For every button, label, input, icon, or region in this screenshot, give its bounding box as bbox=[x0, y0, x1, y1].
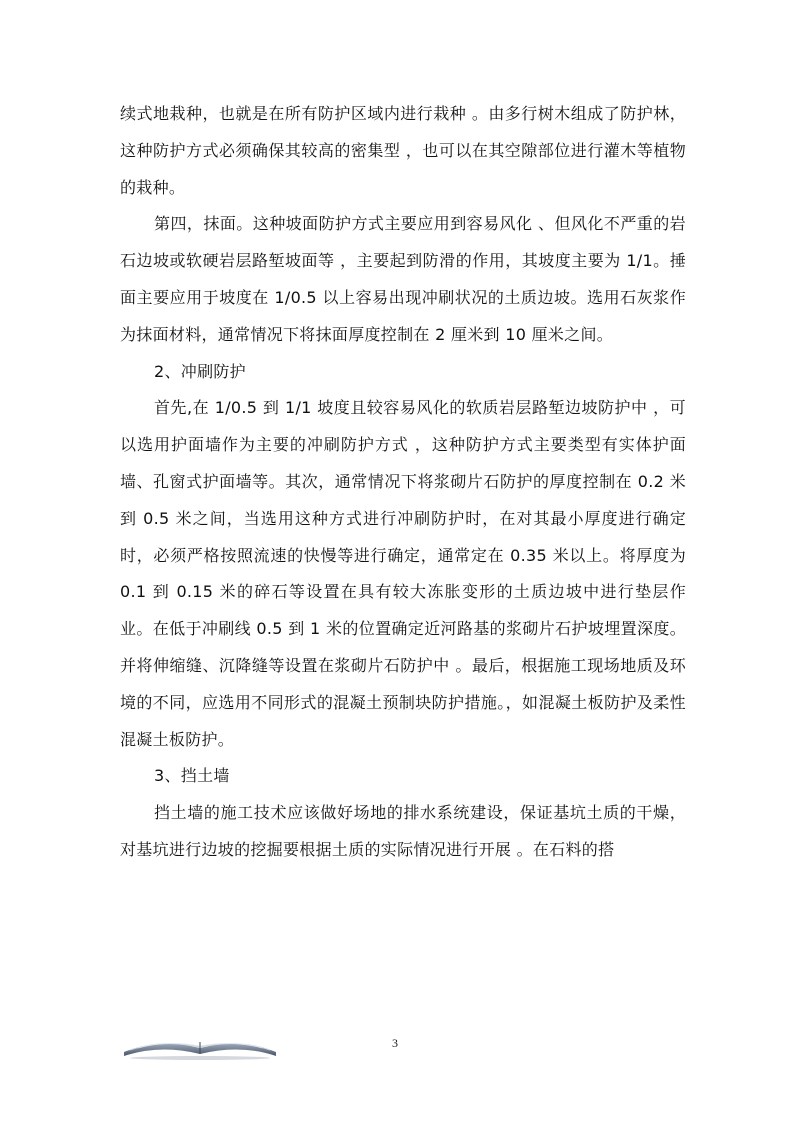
paragraph-retaining-wall: 挡土墙的施工技术应该做好场地的排水系统建设，保证基坑土质的干燥，对基坑进行边坡的挖掘要根据土质的实际情况进行开展 。在石料的搭 bbox=[120, 803, 686, 859]
section-heading-retaining-wall: 3、挡土墙 bbox=[154, 766, 230, 786]
paragraph-continuation: 续式地栽种，也就是在所有防护区域内进行栽种 。由多行树木组成了防护林，这种防护方式必须确保其较高的密集型 ，也可以在其空隙部位进行灌木等植物的栽种。 bbox=[120, 104, 686, 197]
section-heading-scour-protection: 2、冲刷防护 bbox=[154, 361, 246, 381]
paragraph-plastering: 第四，抹面。这种坡面防护方式主要应用到容易风化 、但风化不严重的岩石边坡或软硬岩层路堑坡面等 ，主要起到防滑的作用，其坡度主要为 1/1。捶面主要应用于坡度在 1/0.5 以上容易出现冲刷状况的土质边坡。选用石灰浆作为抹面材料，通常情况下将抹面厚度控制在 2 厘米到 10 厘米之间。 bbox=[120, 214, 686, 344]
open-book-icon bbox=[120, 1030, 280, 1060]
paragraph-scour-protection: 首先,在 1/0.5 到 1/1 坡度且较容易风化的软质岩层路堑边坡防护中 ，可以选用护面墙作为主要的冲刷防护方式 ，这种防护方式主要类型有实体护面墙、孔窗式护面墙等。其次，通常情况下将浆砌片石防护的厚度控制在 0.2 米到 0.5 米之间，当选用这种方式进行冲刷防护时，在对其最小厚度进行确定时，必须严格按照流速的快慢等进行确定，通常定在 0.35 米以上。将厚度为 0.1 到 0.15 米的碎石等设置在具有较大冻胀变形的土质边坡中进行垫层作业。在低于冲刷线 0.5 到 1 米的位置确定近河路基的浆砌片石护坡埋置深度。并将伸缩缝、沉降缝等设置在浆砌片石防护中 。最后，根据施工现场地质及环境的不同，应选用不同形式的混凝土预制块防护措施。，如混凝土板防护及柔性混凝土板防护。 bbox=[120, 398, 686, 749]
page-footer bbox=[120, 1030, 686, 1070]
page-number: 3 bbox=[392, 1036, 398, 1050]
page-body bbox=[120, 96, 686, 869]
